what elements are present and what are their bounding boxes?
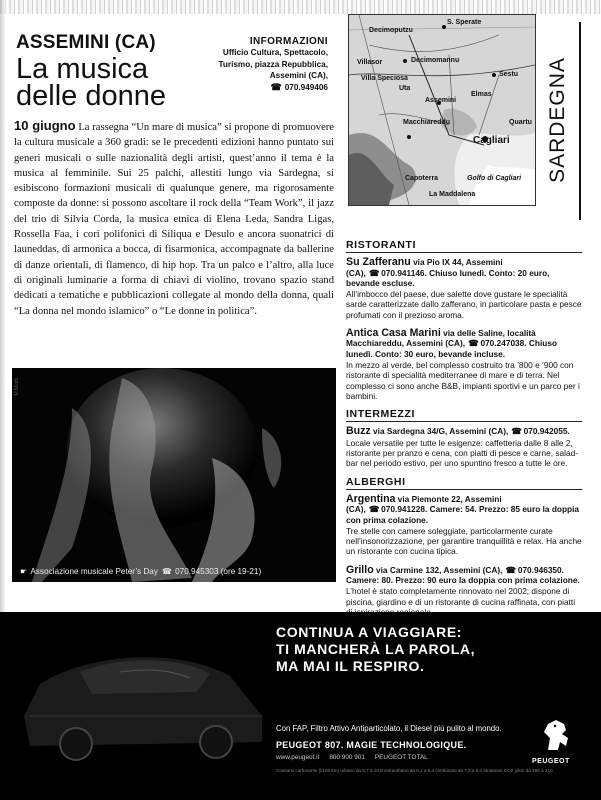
- section-intermezzi: [346, 409, 582, 468]
- caption-hours: (ore 19-21): [220, 567, 262, 576]
- listing-phone: ☎ 070.942055.: [508, 426, 569, 436]
- listing-entry: [346, 257, 582, 320]
- map-label-la-maddalena: La Maddalena: [429, 191, 476, 198]
- listing-name: Argentina: [346, 492, 396, 505]
- listing-extra: Chiuso lunedì. Conto: 20 euro, bevande escluse.: [346, 267, 550, 288]
- listing-address: [373, 426, 570, 436]
- map-label-uta: Uta: [399, 85, 411, 92]
- map-label-elmas: Elmas: [471, 91, 492, 98]
- photo-credit: M.Miotti: [14, 378, 20, 396]
- map-label-macchiareddu: Macchiareddu: [403, 119, 451, 126]
- listing-entry: [346, 426, 582, 468]
- pointer-hand-icon: ☛: [20, 567, 28, 576]
- article-title: [16, 53, 186, 112]
- city-heading: ASSEMINI (CA): [16, 32, 156, 53]
- listing-address-text: via Sardegna 34/G, Assemini (CA),: [373, 426, 509, 437]
- article-paragraph: La rassegna “Un mare di musica” si propone di promuovere la cultura musicale a 360 gradi: se le precedenti edizioni hanno puntato sui generi musicali o sulle nazionalità degli artisti, quest’anno il tema è la musica al femminile. Sui 25 palchi, allestiti lungo via Sardegna, si esibiscono formazioni musicali di qualunque genere, ma rigorosamente composte da donne: si possono ascoltare il rock della “Team Work”, il jazz del trio di Silvia Corda, la musica etnica di Elena Leda, Sandra Ligas, Rossella Faa, i cori polifonici di Siliqua e Desulo e ancora suonatrici di launeddas, di armonica a bocca, di fisarmonica, accompagnate da ballerine di danze orientali, di flamenco, di hip hop. Tra un palco e l’altro, alla luce di originali luminarie a forma di chiavi di violino, trovano spazio stand dedicati a tematiche e pubblicazioni collegate al mondo della donna, quali “La donna nel mondo islamico” o “Le donne in politica”.: [14, 122, 335, 317]
- section-heading: ALBERGHI: [346, 477, 582, 490]
- ad-headline-line-1: CONTINUA A VIAGGIARE:: [276, 624, 463, 640]
- listing-name: Su Zafferanu: [346, 256, 411, 269]
- info-box: [196, 36, 328, 93]
- listing-phone: ☎ 070.946350.: [502, 565, 563, 575]
- title-line-2: delle donne: [16, 80, 166, 112]
- listing-phone: ☎ 070.941228.: [366, 504, 427, 514]
- listing-description: All’imbocco del paese, due salette dove gustare le specialità sarde caratterizzate dallo zafferano, in particolare pasta e pesce profumati con il prezioso aroma.: [346, 289, 582, 320]
- map-label-cagliari: Cagliari: [473, 135, 510, 146]
- map-label-villa-speciosa: Villa Speciosa: [361, 75, 408, 82]
- map-label-decimoputzu: Decimoputzu: [369, 27, 413, 34]
- photo-caption: [20, 566, 261, 576]
- area-map: [348, 14, 536, 206]
- region-text: SARDEGNA: [546, 57, 569, 183]
- listing-entry: [346, 494, 582, 557]
- page-edge-texture: [0, 0, 601, 14]
- ad-subline: Con FAP, Filtro Attivo Antiparticolato, il Diesel più pulito al mondo.: [276, 724, 502, 733]
- map-label-golfo: Golfo di Cagliari: [467, 175, 522, 182]
- listing-description: Tre stelle con camere soleggiate, particolarmente curate nell’insonorizzazione, per garantire tranquillità e relax. Ha anche un ristorante con cucina tipica.: [346, 525, 582, 557]
- ad-contacts: [276, 754, 438, 761]
- listing-address: [346, 565, 580, 585]
- listing-address-text: via Piemonte 22, Assemini (CA),: [346, 493, 502, 515]
- info-line-1: Ufficio Cultura, Spettacolo,: [222, 48, 328, 58]
- listing-extra: Chiuso lunedì. Conto: 30 euro, bevande incluse.: [346, 338, 558, 359]
- map-label-villasor: Villasor: [357, 59, 383, 66]
- listing-phone: ☎ 070.941146.: [366, 268, 427, 278]
- ad-headline-line-3: MA MAI IL RESPIRO.: [276, 658, 425, 674]
- ad-headline-line-2: TI MANCHERÀ LA PAROLA,: [276, 641, 476, 657]
- listing-description: L’hotel è stato completamente rinnovato nel 2002; dispone di piscina, giardino e di un ristorante di cucina raffinata, con piatti: [346, 586, 576, 607]
- article-body: [14, 118, 334, 319]
- info-line-3: Assemini (CA),: [269, 71, 328, 81]
- region-divider: [579, 22, 581, 220]
- map-label-sestu: Sestu: [499, 71, 519, 78]
- listing-extra: Camere: 80. Prezzo: 90 euro la doppia con prima colazione.: [346, 575, 580, 586]
- listing-description: Locale versatile per tutte le esigenze: caffetteria dalle 8 alle 2, ristorante per pranzo e cena, con piatti di pesce e carne, salad-bar nel periodo estivo, per uno spuntino fresco a tutte le ore.: [346, 437, 578, 469]
- section-alberghi: [346, 477, 582, 618]
- listing-address-text: via Pio IX 44, Assemini (CA),: [346, 257, 503, 278]
- info-line-2: Turismo, piazza Repubblica,: [218, 59, 328, 69]
- ad-phone: 800 900 901: [329, 754, 365, 761]
- ad-partners: PEUGEOT TOTAL: [374, 754, 428, 761]
- listing-phone: ☎ 070.247038.: [465, 338, 526, 348]
- listing-description: In mezzo al verde, bel complesso costruito tra ’800 e ’900 con ristorante di specialità mediterranee di mare e di terra. Nel complesso ci sono anche B&B, impianti sportivi e un parco per i bambini.: [346, 359, 580, 401]
- region-label: [540, 30, 576, 210]
- ad-headline: [276, 624, 475, 675]
- map-label-s-sperate: S. Sperate: [447, 19, 482, 26]
- info-phone: ☎ 070.949406: [196, 82, 328, 93]
- section-heading: INTERMEZZI: [346, 409, 582, 422]
- event-date: 10 giugno: [14, 118, 76, 133]
- caption-phone: ☎ 070.945303: [158, 567, 218, 576]
- section-heading: RISTORANTI: [346, 240, 582, 253]
- map-label-capoterra: Capoterra: [405, 175, 439, 182]
- performer-photo: [12, 368, 336, 582]
- map-label-assemini: Assemini: [425, 97, 457, 104]
- car-image: [0, 612, 270, 800]
- listing-name: Buzz: [346, 425, 371, 438]
- listing-name: Grillo: [346, 563, 374, 576]
- photo-graphic: [12, 368, 336, 582]
- ad-fine-print: Consumi carburante (l/100 km) urbano da 9,7 a 10,8 extraurbano da 6,1 a 6,4 combinato da 7,3 a 8,0 emissioni CO2 g/km da 196 a 210.: [276, 768, 554, 773]
- listing-address-text: via Carmine 132, Assemini (CA),: [375, 564, 503, 575]
- ad-model-line: PEUGEOT 807. MAGIE TECHNOLOGIQUE.: [276, 740, 467, 750]
- brand-name: PEUGEOT: [532, 758, 570, 765]
- info-heading: INFORMAZIONI: [249, 36, 328, 47]
- listing-entry: [346, 328, 582, 401]
- section-ristoranti: [346, 240, 582, 401]
- title-line-1: La musica: [16, 53, 149, 85]
- map-label-quartu: Quartu: [509, 119, 532, 126]
- listing-name: Antica Casa Marini: [346, 327, 441, 340]
- caption-text: Associazione musicale Peter’s Day: [30, 567, 158, 576]
- listing-address-text: via delle Saline, località Macchiareddu, Assemini (CA),: [346, 328, 536, 349]
- map-label-decimomannu: Decimomannu: [411, 57, 460, 64]
- listing-extra: Camere: 54. Prezzo: 85 euro la doppia con prima colazione.: [346, 504, 580, 525]
- listing-entry: [346, 565, 582, 617]
- listings-column: [346, 240, 582, 625]
- peugeot-lion-icon: [534, 716, 580, 756]
- peugeot-advertisement: [0, 612, 601, 800]
- ad-url: www.peugeot.it: [276, 754, 320, 761]
